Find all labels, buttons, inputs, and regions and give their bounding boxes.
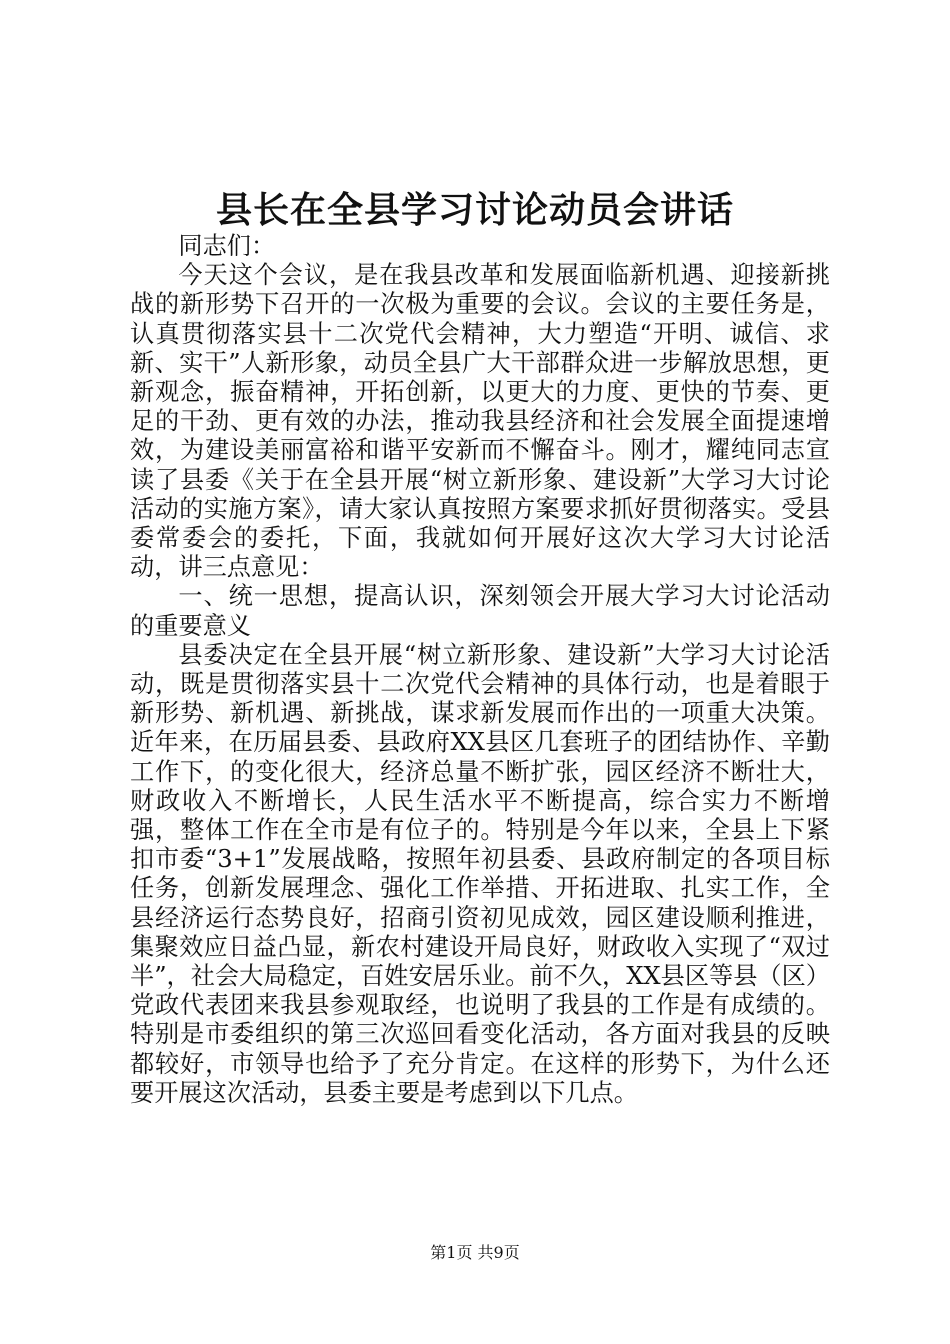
paragraph-section-1: 县委决定在全县开展“树立新形象、建设新”大学习大讨论活动，既是贯彻落实县十二次党代会精神的具体行动，也是着眼于新形势、新机遇、新挑战，谋求新发展而作出的一项重大决策。近年来，在历届县委、县政府XX县区几套班子的团结协作、辛勤工作下，的变化很大，经济总量不断扩张，园区经济不断壮大，财政收入不断增长，人民生活水平不断提高，综合实力不断增强，整体工作在全市是有位子的。特别是今年以来，全县上下紧扣市委“3+1”发展战略，按照年初县委、县政府制定的各项目标任务，创新发展理念、强化工作举措、开拓进取、扎实工作，全县经济运行态势良好，招商引资初见成效，园区建设顺利推进，集聚效应日益凸显，新农村建设开局良好，财政收入实现了“双过半”，社会大局稳定，百姓安居乐业。前不久，XX县区等县（区）党政代表团来我县参观取经，也说明了我县的工作是有成绩的。特别是市委组织的第三次巡回看变化活动，各方面对我县的反映都较好，市领导也给予了充分肯定。在这样的形势下，为什么还要开展这次活动，县委主要是考虑到以下几点。: [130, 640, 830, 1107]
section-heading-1: 一、统一思想，提高认识，深刻领会开展大学习大讨论活动的重要意义: [130, 582, 830, 640]
document-body: [130, 232, 830, 1108]
salutation: 同志们：: [178, 232, 276, 260]
document-title: 县长在全县学习讨论动员会讲话: [215, 189, 734, 231]
page-footer: 第1页 共9页: [430, 1243, 520, 1262]
paragraph-opening: 今天这个会议，是在我县改革和发展面临新机遇、迎接新挑战的新形势下召开的一次极为重要的会议。会议的主要任务是，认真贯彻落实县十二次党代会精神，大力塑造“开明、诚信、求新、实干”人新形象，动员全县广大干部群众进一步解放思想，更新观念，振奋精神，开拓创新，以更大的力度、更快的节奏、更足的干劲、更有效的办法，推动我县经济和社会发展全面提速增效，为建设美丽富裕和谐平安新而不懈奋斗。刚才，耀纯同志宣读了县委《关于在全县开展“树立新形象、建设新”大学习大讨论活动的实施方案》，请大家认真按照方案要求抓好贯彻落实。受县委常委会的委托，下面，我就如何开展好这次大学习大讨论活动，讲三点意见：: [130, 261, 830, 582]
